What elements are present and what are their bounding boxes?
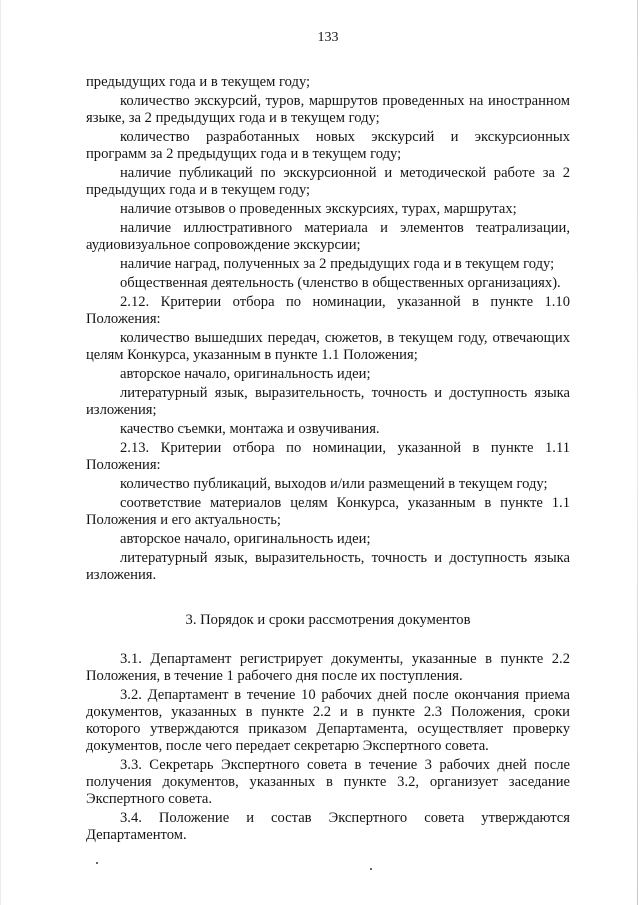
- paragraph: авторское начало, оригинальность идеи;: [120, 366, 371, 382]
- paragraph: 3.4. Положение и состав Экспертного совета утверждаются Департаментом.: [86, 810, 570, 843]
- procedure-block: [86, 651, 570, 844]
- paragraph: 2.12. Критерии отбора по номинации, указанной в пункте 1.10 Положения:: [86, 294, 570, 327]
- paragraph: предыдущих года и в текущем году;: [86, 74, 311, 90]
- paragraph: наличие отзывов о проведенных экскурсиях, турах, маршрутах;: [120, 201, 517, 217]
- scan-speck: [96, 862, 98, 864]
- scan-edge-right: [637, 0, 638, 905]
- criteria-block: [86, 74, 570, 584]
- paragraph: наличие наград, полученных за 2 предыдущих года и в текущем году;: [120, 256, 555, 272]
- paragraph: количество вышедших передач, сюжетов, в текущем году, отвечающих целям Конкурса, указанным в пункте 1.1 Положения;: [86, 330, 570, 363]
- paragraph: наличие публикаций по экскурсионной и методической работе за 2 предыдущих года и в текущем году;: [86, 165, 570, 198]
- section-title: 3. Порядок и сроки рассмотрения документов: [185, 612, 471, 628]
- paragraph: 3.3. Секретарь Экспертного совета в течение 3 рабочих дней после получения документов, указанных в пункте 3.2, организует заседание Экспертного совета.: [86, 757, 570, 807]
- page-number: 133: [317, 30, 339, 45]
- paragraph: общественная деятельность (членство в общественных организациях).: [120, 275, 561, 291]
- paragraph: 3.2. Департамент в течение 10 рабочих дней после окончания приема документов, указанных в пункте 2.2 и в пункте 2.3 Положения, сроки которого утверждаются приказом Департамента, осуществляет проверку документов, после чего передает секретарю Экспертного совета.: [86, 687, 570, 754]
- scan-edge-left: [0, 0, 1, 905]
- paragraph: авторское начало, оригинальность идеи;: [120, 531, 371, 547]
- paragraph: литературный язык, выразительность, точность и доступность языка изложения;: [86, 385, 570, 418]
- paragraph: литературный язык, выразительность, точность и доступность языка изложения.: [86, 550, 570, 583]
- paragraph: качество съемки, монтажа и озвучивания.: [120, 421, 380, 437]
- paragraph: соответствие материалов целям Конкурса, указанным в пункте 1.1 Положения и его актуальность;: [86, 495, 570, 528]
- paragraph: количество экскурсий, туров, маршрутов проведенных на иностранном языке, за 2 предыдущих года и в текущем году;: [86, 93, 570, 126]
- paragraph: наличие иллюстративного материала и элементов театрализации, аудиовизуальное сопровождение экскурсии;: [86, 220, 570, 253]
- paragraph: 3.1. Департамент регистрирует документы, указанные в пункте 2.2 Положения, в течение 1 рабочего дня после их поступления.: [86, 651, 570, 684]
- paragraph: количество публикаций, выходов и/или размещений в текущем году;: [120, 476, 548, 492]
- paragraph: 2.13. Критерии отбора по номинации, указанной в пункте 1.11 Положения:: [86, 440, 570, 473]
- paragraph: количество разработанных новых экскурсий и экскурсионных программ за 2 предыдущих года и в текущем году;: [86, 129, 570, 162]
- scan-speck: [370, 868, 372, 870]
